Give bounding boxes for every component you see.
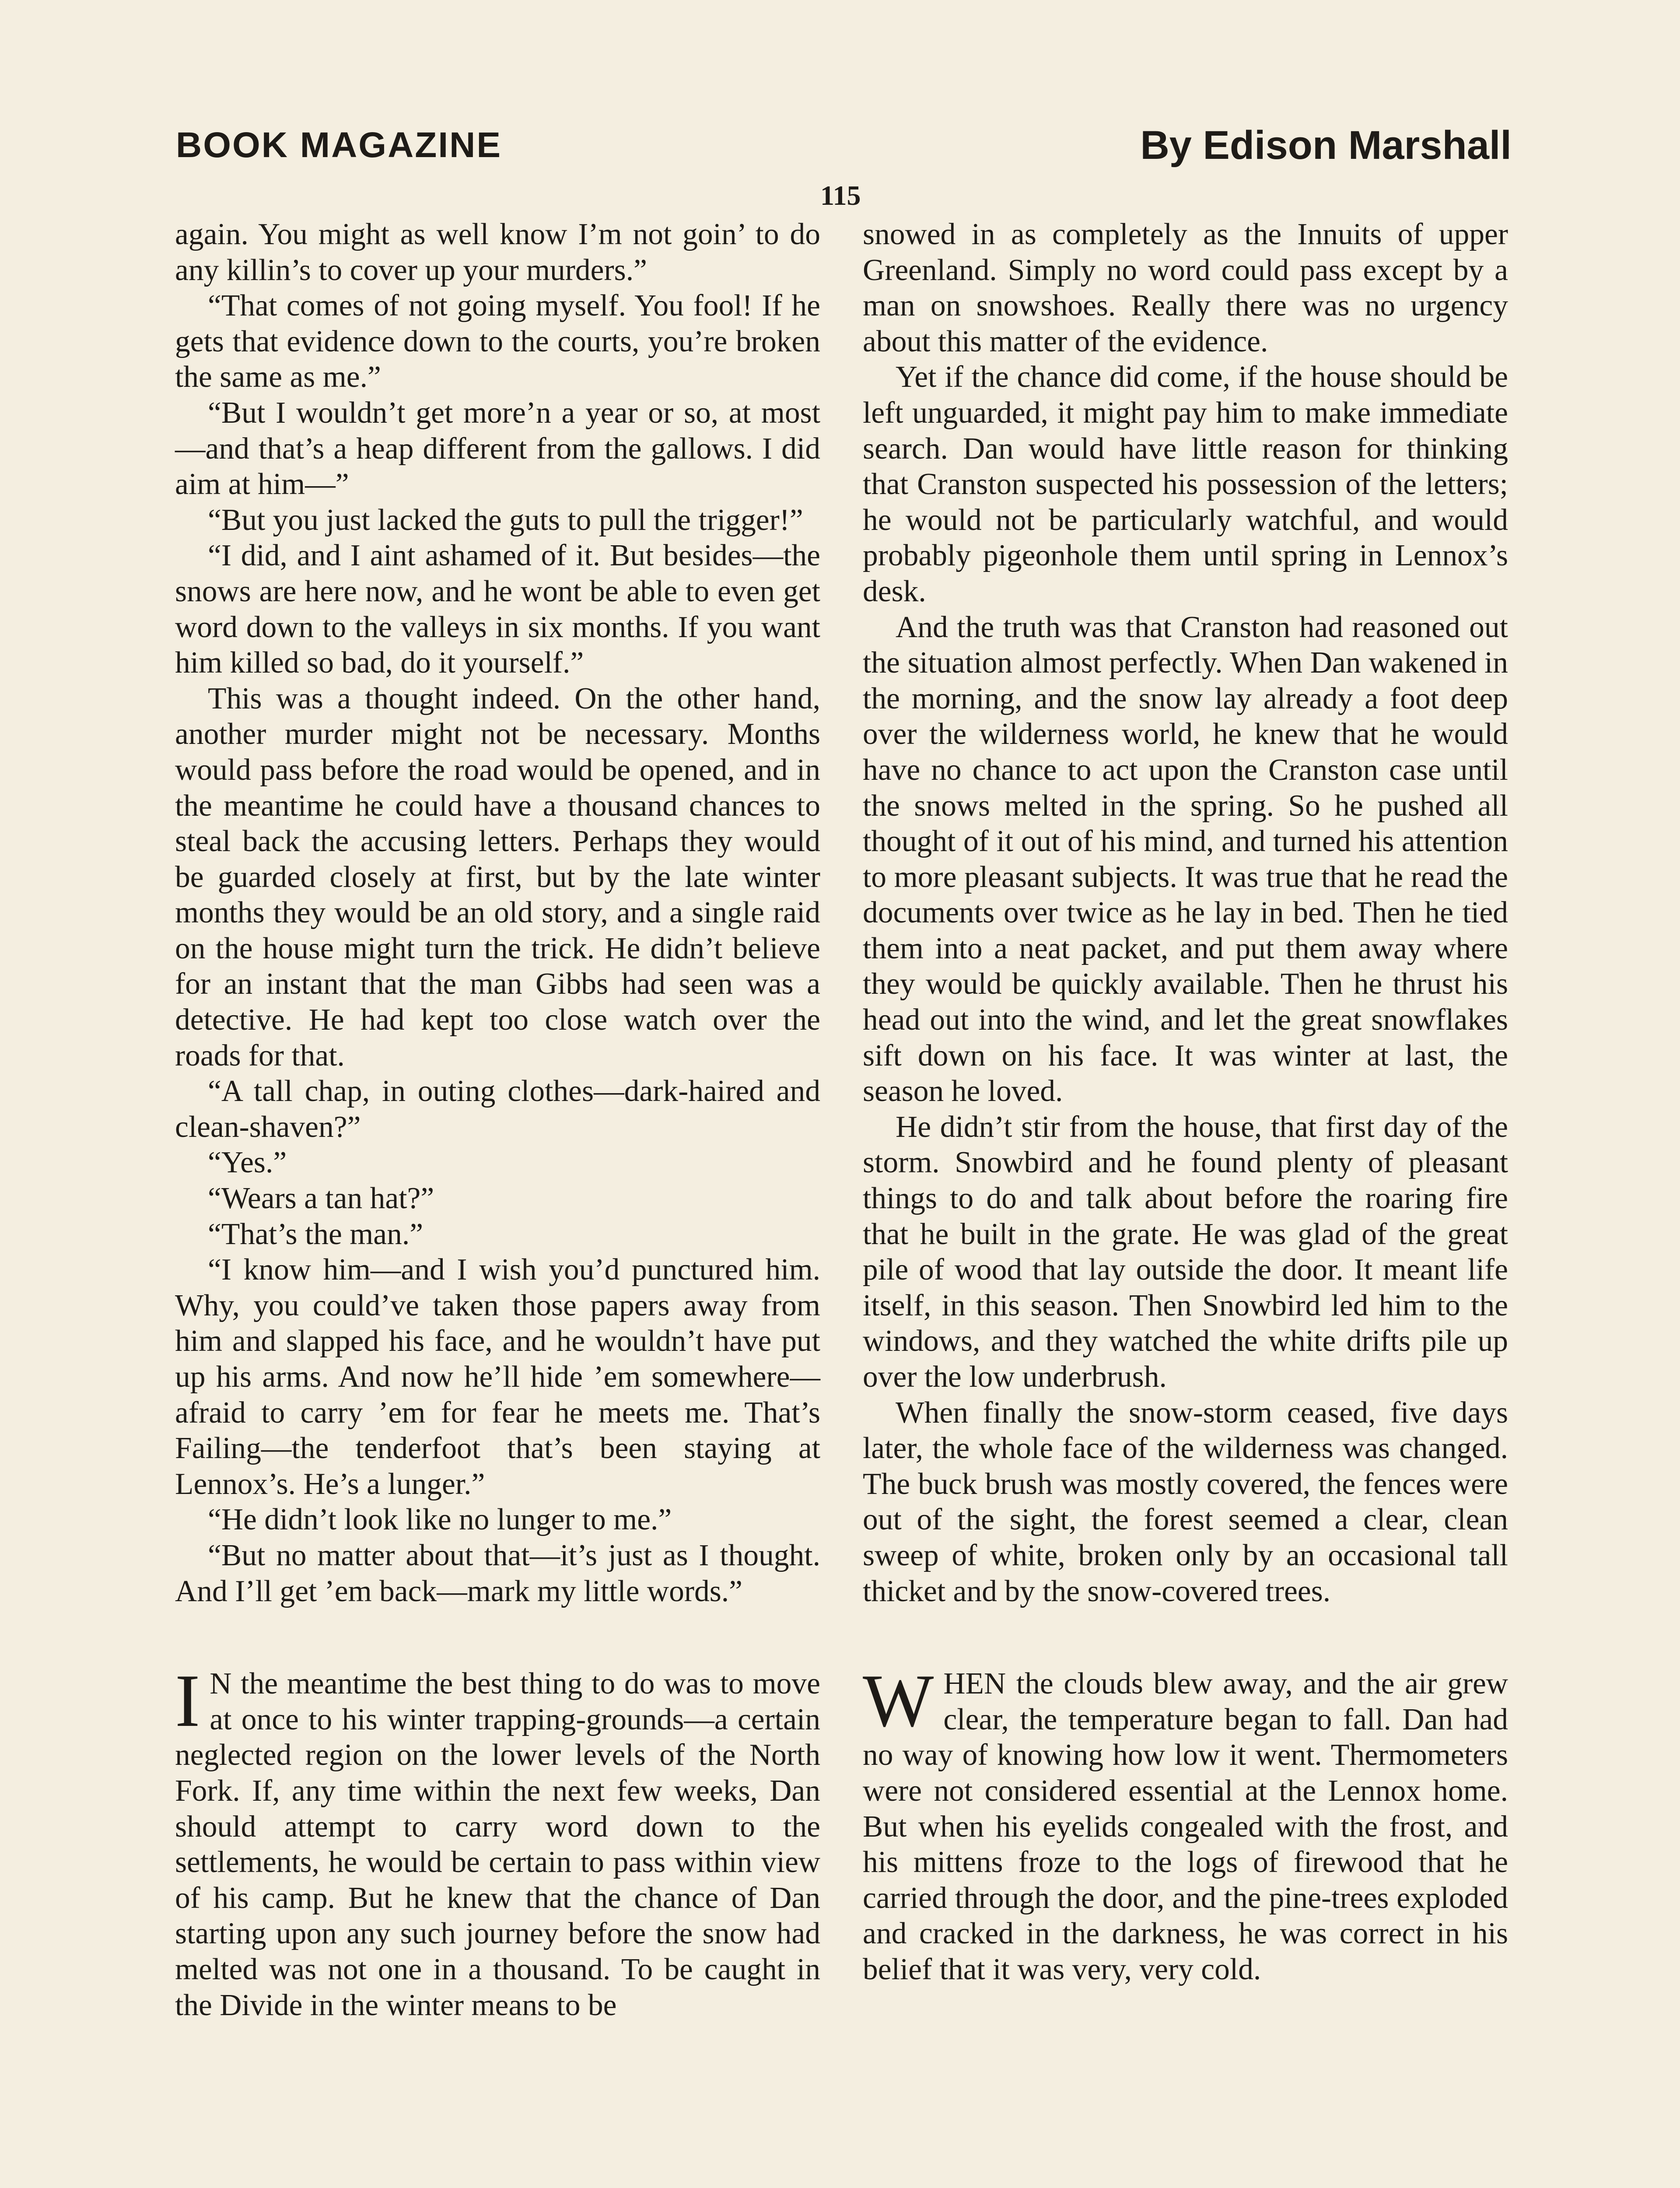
- paragraph: And the truth was that Cranston had reasoned out the situation almost perfectly. When Dan wakened in the morning, and the snow lay already a foot deep over the wilderness world, he knew that he would have no chance to act upon the Cranston case until the snows melted in the spring. So he pushed all thought of it out of his mind, and turned his attention to more pleasant subjects. It was true that he read the documents over twice as he lay in bed. Then he tied them into a neat packet, and put them away where they would be quickly available. Then he thrust his head out into the wind, and let the great snowflakes sift down on his face. It was winter at last, the season he loved.: [863, 610, 1508, 1108]
- paragraph: When finally the snow-storm ceased, five days later, the whole face of the wilderness was changed. The buck brush was mostly covered, the fences were out of the sight, the forest seemed a clear, clean sweep of white, broken only by an occasional tall thicket and by the snow-covered trees.: [863, 1396, 1508, 1608]
- paragraph-text: HEN the clouds blew away, and the air grew clear, the temperature began to fall. Dan had no way of knowing how low it went. Thermometers were not considered essential at the Lennox home. But when his eyelids congealed with the frost, and his mittens froze to the logs of firewood that he carried through the door, and the pine-trees exploded and cracked in the darkness, he was correct in his belief that it was very, very cold.: [863, 1667, 1508, 1986]
- paragraph: He didn’t stir from the house, that first day of the storm. Snowbird and he found plenty of pleasant things to do and talk about before the roaring fire that he built in the grate. He was glad of the great pile of wood that lay outside the door. It meant life itself, in this season. Then Snowbird led him to the windows, and they watched the white drifts pile up over the low underbrush.: [863, 1110, 1508, 1394]
- paragraph: This was a thought indeed. On the other hand, another murder might not be necessary. Months would pass before the road would be opened, and in the meantime he could have a thousand chances to steal back the accusing letters. Perhaps they would be guarded closely at first, but by the late winter months they would be an old story, and a single raid on the house might turn the trick. He didn’t believe for an instant that the man Gibbs had seen was a detective. He had kept too close watch over the roads for that.: [175, 681, 820, 1073]
- section-opening-paragraph: [175, 1659, 820, 2023]
- paragraph: “That’s the man.”: [208, 1217, 424, 1251]
- paragraph: “I did, and I aint ashamed of it. But besides—the snows are here now, and he wont be able to even get word down to the valleys in six months. If you want him killed so bad, do it yourself.”: [175, 539, 820, 680]
- paragraph: “That comes of not going myself. You fool! If he gets that evidence down to the courts, you’re broken the same as me.”: [175, 289, 820, 394]
- paragraph: “He didn’t look like no lunger to me.”: [208, 1503, 672, 1537]
- paragraph: again. You might as well know I’m not goin’ to do any killin’s to cover up your murders.”: [175, 217, 820, 287]
- paragraph: “But you just lacked the guts to pull the trigger!”: [208, 503, 803, 537]
- drop-cap: W: [863, 1659, 934, 1743]
- page-number: 115: [820, 180, 861, 211]
- section-break: [863, 1609, 1508, 1666]
- section-break: [175, 1609, 820, 1666]
- paragraph-text: N the meantime the best thing to do was to move at once to his winter trapping-grounds—a certain neglected region on the lower levels of the North Fork. If, any time within the next few weeks, Dan should attempt to carry word down to the settlements, he would be certain to pass within view of his camp. But he knew that the chance of Dan starting upon any such journey before the snow had melted was not one in a thousand. To be caught in the Divide in the winter means to be: [175, 1667, 820, 2022]
- paragraph: snowed in as completely as the Innuits of upper Greenland. Simply no word could pass except by a man on snowshoes. Really there was no urgency about this matter of the evidence.: [863, 217, 1508, 358]
- paragraph: “But I wouldn’t get more’n a year or so, at most—and that’s a heap different from the gallows. I did aim at him—”: [175, 396, 820, 501]
- paragraph: Yet if the chance did come, if the house should be left unguarded, it might pay him to make immediate search. Dan would have little reason for thinking that Cranston suspected his possession of the letters; he would not be particularly watchful, and would probably pigeonhole them until spring in Lennox’s desk.: [863, 360, 1508, 608]
- paragraph: “Yes.”: [208, 1146, 287, 1180]
- drop-cap: I: [175, 1659, 200, 1743]
- paragraph: “Wears a tan hat?”: [208, 1182, 434, 1216]
- right-column: [863, 217, 1508, 1988]
- paragraph: “A tall chap, in outing clothes—dark-haired and clean-shaven?”: [175, 1074, 820, 1144]
- author-byline: By Edison Marshall: [1140, 123, 1512, 168]
- magazine-title: BOOK MAGAZINE: [176, 125, 502, 165]
- paragraph: “I know him—and I wish you’d punctured him. Why, you could’ve taken those papers away from him and slapped his face, and he wouldn’t have put up his arms. And now he’ll hide ’em somewhere—afraid to carry ’em for fear he meets me. That’s Failing—the tenderfoot that’s been staying at Lennox’s. He’s a lunger.”: [175, 1253, 820, 1501]
- section-opening-paragraph: [863, 1659, 1508, 1987]
- paragraph: “But no matter about that—it’s just as I thought. And I’ll get ’em back—mark my little words.”: [175, 1538, 820, 1608]
- left-column: [175, 217, 820, 2023]
